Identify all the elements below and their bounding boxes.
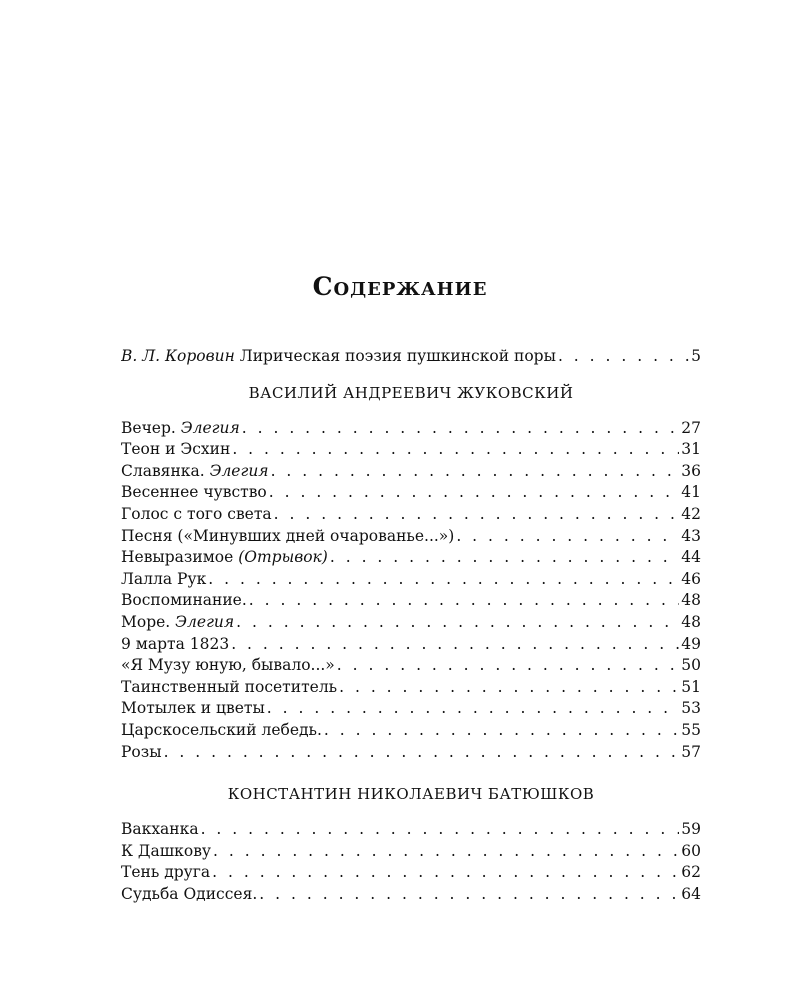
- dot-leader: [558, 346, 689, 368]
- page-number: 59: [681, 820, 701, 839]
- dot-leader: [274, 504, 680, 526]
- page-number: 31: [681, 440, 701, 459]
- entry-title: Славянка.: [121, 461, 205, 480]
- toc-entry: [121, 841, 701, 863]
- toc-entry: [121, 720, 701, 742]
- dot-leader: [212, 862, 679, 884]
- page-number: 50: [681, 656, 701, 675]
- toc-entry: [121, 677, 701, 699]
- page-number: 57: [681, 742, 701, 761]
- dot-leader: [337, 655, 679, 677]
- dot-leader: [456, 526, 679, 548]
- page-number: 60: [681, 841, 701, 860]
- entry-subtitle: (Отрывок): [238, 548, 328, 567]
- entry-title: Судьба Одиссея.: [121, 884, 258, 903]
- page-number: 55: [681, 720, 701, 739]
- toc-entry: [121, 862, 701, 884]
- dot-leader: [232, 439, 679, 461]
- page-number: 27: [681, 418, 701, 437]
- entry-title: Море.: [121, 612, 171, 631]
- dot-leader: [208, 569, 679, 591]
- toc-entry: [121, 461, 701, 483]
- toc-entry: [121, 590, 701, 612]
- section-heading: КОНСТАНТИН НИКОЛАЕВИЧ БАТЮШКОВ: [227, 785, 595, 804]
- dot-leader: [213, 841, 679, 863]
- entry-title: Голос с того света: [121, 504, 272, 523]
- toc-entry: [121, 698, 701, 720]
- entry-title: Весеннее чувство: [121, 483, 267, 502]
- section-heading: ВАСИЛИЙ АНДРЕЕВИЧ ЖУКОВСКИЙ: [248, 383, 574, 402]
- entry-title: Таинственный посетитель: [121, 677, 338, 696]
- dot-leader: [236, 612, 679, 634]
- dot-leader: [330, 547, 679, 569]
- toc-entry: [121, 482, 701, 504]
- entry-title: К Дашкову: [121, 841, 212, 860]
- toc-entry-intro: [121, 346, 701, 368]
- dot-leader: [269, 482, 680, 504]
- page-number: 46: [681, 569, 701, 588]
- page-number: 49: [681, 634, 701, 653]
- dot-leader: [231, 634, 679, 656]
- page-number: 41: [681, 483, 701, 502]
- entry-title: Мотылек и цветы: [121, 699, 265, 718]
- toc-entry: [121, 526, 701, 548]
- toc-entry: [121, 504, 701, 526]
- entry-subtitle: Элегия: [175, 612, 235, 631]
- toc-entry: [121, 884, 701, 906]
- page-number: 42: [681, 504, 701, 523]
- page-number: 48: [681, 612, 701, 631]
- dot-leader: [271, 461, 680, 483]
- toc-entry: [121, 547, 701, 569]
- toc-entry: [121, 612, 701, 634]
- table-of-contents: [121, 346, 701, 905]
- dot-leader: [201, 819, 680, 841]
- entry-title: Невыразимое: [121, 548, 234, 567]
- entry-title: Розы: [121, 742, 162, 761]
- page-number: 53: [681, 699, 701, 718]
- entry-title: Царскосельский лебедь.: [121, 720, 322, 739]
- page-number: 51: [681, 677, 701, 696]
- page-number: 36: [681, 461, 701, 480]
- page-number: 48: [681, 591, 701, 610]
- entry-title: 9 марта 1823: [121, 634, 230, 653]
- entry-title: Тень друга: [121, 863, 211, 882]
- entry-subtitle: Элегия: [209, 461, 269, 480]
- entry-title: «Я Музу юную, бывало...»: [121, 656, 335, 675]
- entry-title: Песня («Минувших дней очарованье...»): [121, 526, 455, 545]
- dot-leader: [267, 698, 679, 720]
- page-number: 5: [691, 347, 701, 365]
- page-title: Содержание: [312, 272, 488, 301]
- page-number: 43: [681, 526, 701, 545]
- toc-entry: [121, 569, 701, 591]
- intro-title: Лирическая поэзия пушкинской поры: [239, 347, 556, 365]
- dot-leader: [164, 742, 680, 764]
- toc-entry: [121, 418, 701, 440]
- toc-entry: [121, 819, 701, 841]
- dot-leader: [259, 884, 679, 906]
- entry-title: Воспоминание.: [121, 591, 247, 610]
- toc-entry: [121, 634, 701, 656]
- dot-leader: [249, 590, 679, 612]
- toc-entry: [121, 655, 701, 677]
- entry-title: Вакханка: [121, 820, 199, 839]
- dot-leader: [324, 720, 679, 742]
- dot-leader: [339, 677, 679, 699]
- entry-title: Лалла Рук: [121, 569, 207, 588]
- page-number: 62: [681, 863, 701, 882]
- toc-entry: [121, 439, 701, 461]
- intro-author: В. Л. Коровин: [121, 347, 235, 365]
- page-number: 64: [681, 884, 701, 903]
- entry-title: Вечер.: [121, 418, 176, 437]
- dot-leader: [242, 418, 680, 440]
- sections-container: [121, 382, 701, 906]
- page-number: 44: [681, 548, 701, 567]
- entry-title: Теон и Эсхин: [121, 440, 231, 459]
- entry-subtitle: Элегия: [180, 418, 240, 437]
- toc-entry: [121, 742, 701, 764]
